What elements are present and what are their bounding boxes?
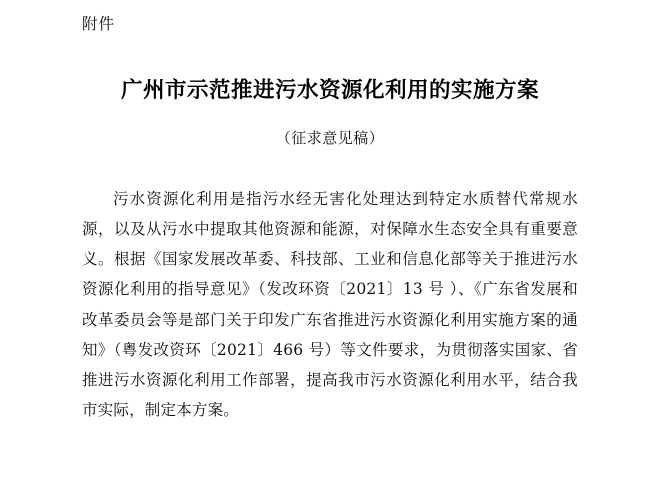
document-body <box>82 184 578 426</box>
attachment-label: 附件 <box>82 15 116 33</box>
page-title: 广州市示范推进污水资源化利用的实施方案 <box>120 77 539 103</box>
document-page <box>0 14 650 480</box>
document-subtitle: （征求意见稿） <box>275 128 385 147</box>
body-paragraph: 污水资源化利用是指污水经无害化处理达到特定水质替代常规水源，以及从污水中提取其他资源和能源，对保障水生态安全具有重要意义。根据《国家发展改革委、科技部、工业和信息化部等关于推进污水资源化利用的指导意见》（发改环资〔2021〕13 号 ）、《广东省发展和改革委员会等是部门关于印发广东省推进污水资源化利用实施方案的通知》（粤发改资环〔2021〕466 号）等文件要求，为贯彻落实国家、省推进污水资源化利用工作部署，提高我市污水资源化利用水平，结合我市实际，制定本方案。 <box>82 189 578 420</box>
